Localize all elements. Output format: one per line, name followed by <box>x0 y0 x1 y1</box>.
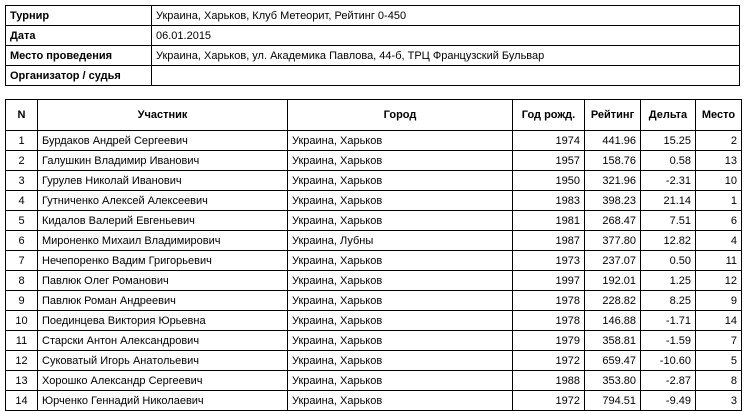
table-row <box>6 131 742 151</box>
info-row <box>6 26 740 46</box>
cell-birth-year: 1974 <box>513 131 585 151</box>
table-row <box>6 231 742 251</box>
cell-rating: 321.96 <box>585 171 641 191</box>
cell-birth-year: 1997 <box>513 271 585 291</box>
tournament-info-body <box>6 6 740 86</box>
cell-number: 8 <box>6 271 38 291</box>
cell-number: 2 <box>6 151 38 171</box>
cell-birth-year: 1973 <box>513 251 585 271</box>
cell-birth-year: 1978 <box>513 291 585 311</box>
cell-number: 12 <box>6 351 38 371</box>
table-row <box>6 151 742 171</box>
cell-participant: Кидалов Валерий Евгеньевич <box>38 211 288 231</box>
cell-participant: Юрченко Геннадий Николаевич <box>38 391 288 411</box>
info-label: Организатор / судья <box>6 66 152 86</box>
col-header-rating: Рейтинг <box>585 100 641 131</box>
cell-participant: Гурулев Николай Иванович <box>38 171 288 191</box>
cell-place: 11 <box>696 251 742 271</box>
cell-city: Украина, Харьков <box>288 131 513 151</box>
cell-city: Украина, Харьков <box>288 191 513 211</box>
col-header-delta: Дельта <box>641 100 696 131</box>
cell-delta: -2.31 <box>641 171 696 191</box>
cell-place: 12 <box>696 271 742 291</box>
cell-place: 9 <box>696 291 742 311</box>
cell-delta: -1.59 <box>641 331 696 351</box>
cell-city: Украина, Харьков <box>288 371 513 391</box>
table-row <box>6 331 742 351</box>
cell-delta: 8.25 <box>641 291 696 311</box>
cell-delta: -1.71 <box>641 311 696 331</box>
table-row <box>6 191 742 211</box>
cell-delta: -10.60 <box>641 351 696 371</box>
cell-city: Украина, Харьков <box>288 211 513 231</box>
cell-place: 10 <box>696 171 742 191</box>
cell-number: 5 <box>6 211 38 231</box>
cell-place: 7 <box>696 331 742 351</box>
cell-rating: 377.80 <box>585 231 641 251</box>
cell-birth-year: 1972 <box>513 391 585 411</box>
cell-rating: 192.01 <box>585 271 641 291</box>
cell-participant: Мироненко Михаил Владимирович <box>38 231 288 251</box>
cell-number: 10 <box>6 311 38 331</box>
participants-header-row <box>6 100 742 131</box>
cell-place: 2 <box>696 131 742 151</box>
table-row <box>6 371 742 391</box>
info-label: Турнир <box>6 6 152 26</box>
cell-participant: Старски Антон Александрович <box>38 331 288 351</box>
cell-city: Украина, Харьков <box>288 351 513 371</box>
info-value: 06.01.2015 <box>152 26 740 46</box>
cell-city: Украина, Лубны <box>288 231 513 251</box>
cell-participant: Нечепоренко Вадим Григорьевич <box>38 251 288 271</box>
cell-delta: 0.50 <box>641 251 696 271</box>
participants-body <box>6 131 742 411</box>
col-header-city: Город <box>288 100 513 131</box>
cell-place: 6 <box>696 211 742 231</box>
cell-birth-year: 1978 <box>513 311 585 331</box>
cell-birth-year: 1972 <box>513 351 585 371</box>
info-row <box>6 6 740 26</box>
cell-number: 7 <box>6 251 38 271</box>
table-row <box>6 271 742 291</box>
table-row <box>6 391 742 411</box>
cell-rating: 158.76 <box>585 151 641 171</box>
cell-delta: 7.51 <box>641 211 696 231</box>
cell-delta: 21.14 <box>641 191 696 211</box>
cell-number: 1 <box>6 131 38 151</box>
cell-rating: 794.51 <box>585 391 641 411</box>
col-header-place: Место <box>696 100 742 131</box>
info-row <box>6 66 740 86</box>
cell-delta: 0.58 <box>641 151 696 171</box>
cell-place: 3 <box>696 391 742 411</box>
cell-place: 5 <box>696 351 742 371</box>
cell-rating: 659.47 <box>585 351 641 371</box>
cell-number: 11 <box>6 331 38 351</box>
cell-city: Украина, Харьков <box>288 391 513 411</box>
info-label: Место проведения <box>6 46 152 66</box>
cell-delta: -9.49 <box>641 391 696 411</box>
col-header-number: N <box>6 100 38 131</box>
cell-delta: -2.87 <box>641 371 696 391</box>
cell-rating: 228.82 <box>585 291 641 311</box>
col-header-birth-year: Год рожд. <box>513 100 585 131</box>
table-row <box>6 211 742 231</box>
cell-place: 14 <box>696 311 742 331</box>
cell-birth-year: 1957 <box>513 151 585 171</box>
info-value <box>152 66 740 86</box>
cell-city: Украина, Харьков <box>288 251 513 271</box>
info-value: Украина, Харьков, Клуб Метеорит, Рейтинг 0-450 <box>152 6 740 26</box>
cell-city: Украина, Харьков <box>288 291 513 311</box>
cell-participant: Галушкин Владимир Иванович <box>38 151 288 171</box>
cell-rating: 268.47 <box>585 211 641 231</box>
cell-birth-year: 1987 <box>513 231 585 251</box>
cell-participant: Павлюк Олег Романович <box>38 271 288 291</box>
cell-number: 13 <box>6 371 38 391</box>
cell-rating: 358.81 <box>585 331 641 351</box>
cell-number: 4 <box>6 191 38 211</box>
cell-rating: 146.88 <box>585 311 641 331</box>
cell-birth-year: 1981 <box>513 211 585 231</box>
info-row <box>6 46 740 66</box>
table-row <box>6 351 742 371</box>
cell-birth-year: 1988 <box>513 371 585 391</box>
cell-participant: Суковатый Игорь Анатольевич <box>38 351 288 371</box>
cell-city: Украина, Харьков <box>288 311 513 331</box>
cell-place: 1 <box>696 191 742 211</box>
info-label: Дата <box>6 26 152 46</box>
cell-rating: 398.23 <box>585 191 641 211</box>
cell-participant: Павлюк Роман Андреевич <box>38 291 288 311</box>
cell-city: Украина, Харьков <box>288 151 513 171</box>
cell-participant: Хорошко Александр Сергеевич <box>38 371 288 391</box>
cell-place: 4 <box>696 231 742 251</box>
cell-participant: Гутниченко Алексей Алексеевич <box>38 191 288 211</box>
cell-place: 13 <box>696 151 742 171</box>
cell-rating: 441.96 <box>585 131 641 151</box>
table-row <box>6 291 742 311</box>
cell-birth-year: 1979 <box>513 331 585 351</box>
cell-city: Украина, Харьков <box>288 271 513 291</box>
cell-delta: 1.25 <box>641 271 696 291</box>
cell-number: 3 <box>6 171 38 191</box>
participants-table <box>5 99 742 411</box>
cell-rating: 353.80 <box>585 371 641 391</box>
table-row <box>6 171 742 191</box>
table-row <box>6 311 742 331</box>
cell-number: 6 <box>6 231 38 251</box>
info-value: Украина, Харьков, ул. Академика Павлова, 44-б, ТРЦ Французский Бульвар <box>152 46 740 66</box>
col-header-participant: Участник <box>38 100 288 131</box>
cell-birth-year: 1983 <box>513 191 585 211</box>
cell-rating: 237.07 <box>585 251 641 271</box>
table-row <box>6 251 742 271</box>
cell-place: 8 <box>696 371 742 391</box>
cell-number: 14 <box>6 391 38 411</box>
cell-participant: Поединцева Виктория Юрьевна <box>38 311 288 331</box>
cell-birth-year: 1950 <box>513 171 585 191</box>
cell-participant: Бурдаков Андрей Сергеевич <box>38 131 288 151</box>
cell-city: Украина, Харьков <box>288 171 513 191</box>
cell-delta: 15.25 <box>641 131 696 151</box>
cell-city: Украина, Харьков <box>288 331 513 351</box>
cell-number: 9 <box>6 291 38 311</box>
tournament-info-table <box>5 5 740 86</box>
cell-delta: 12.82 <box>641 231 696 251</box>
